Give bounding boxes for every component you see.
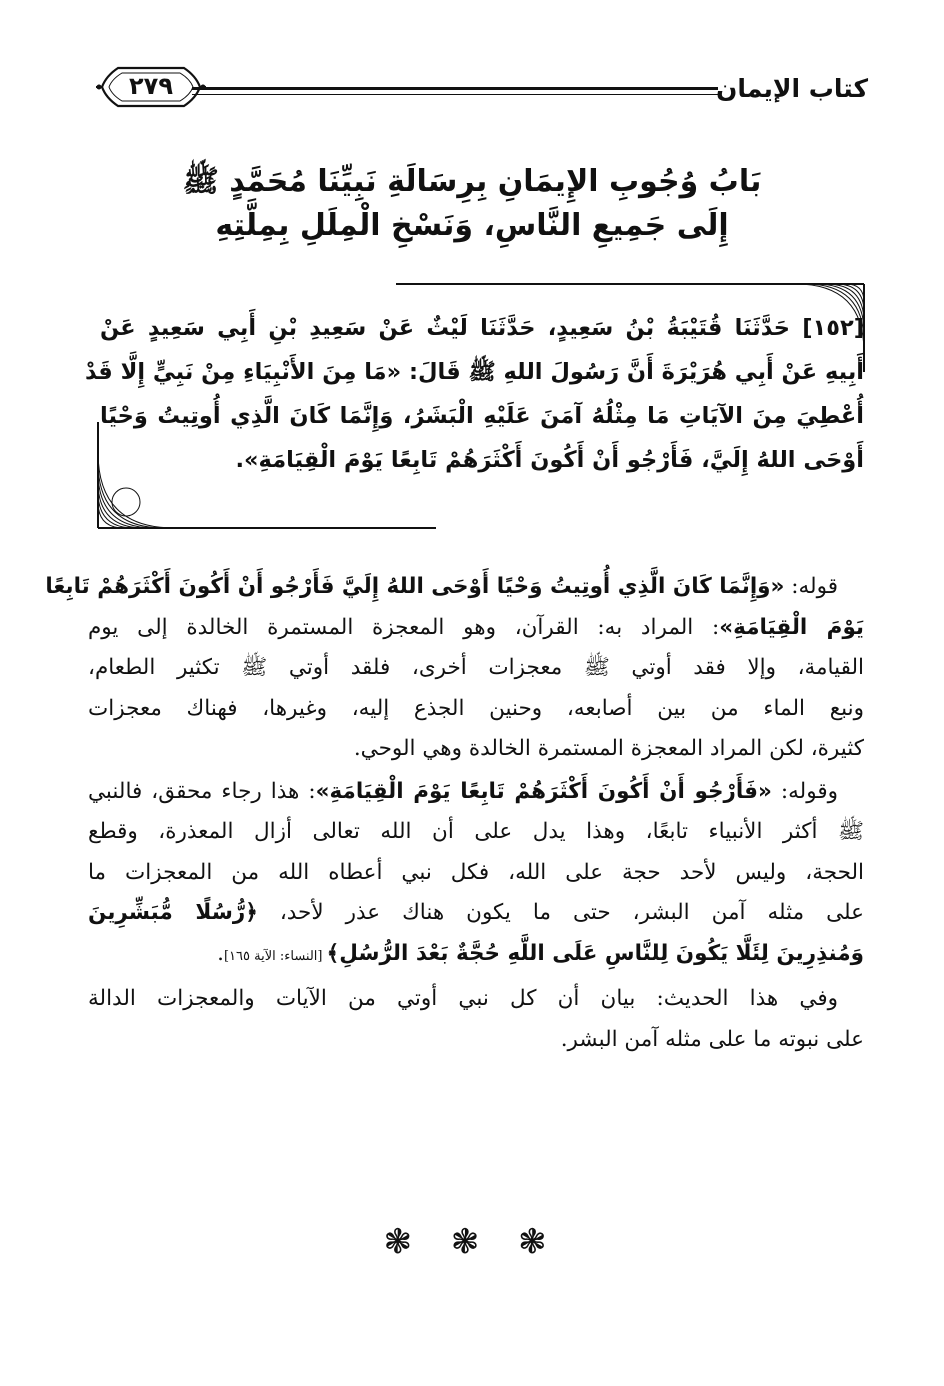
quran-verse: ﴿رُّسُلًا مُّبَشِّرِينَ bbox=[88, 900, 258, 925]
commentary-prefix: وقوله: bbox=[771, 778, 838, 804]
hadith-line: أُعْطِيَ مِنَ الآيَاتِ مَا مِثْلُهُ آمَنَ عَلَيْهِ الْبَشَرُ، وَإِنَّمَا كَانَ الَّذِي أُوتِيتُ وَحْيًا bbox=[100, 403, 864, 429]
text-line: ونبع الماء من بين أصابعه، وحنين الجذع إليه، وغيرها، فهناك معجزات bbox=[88, 695, 864, 721]
page-number-badge bbox=[96, 62, 206, 112]
verse-reference: [النساء: الآية ١٦٥] bbox=[223, 948, 327, 964]
book-title: كتاب الإيمان bbox=[715, 74, 868, 103]
text-line: الحجة، وليس لأحد حجة على الله، فكل نبي أعطاه الله من المعجزات ما bbox=[88, 859, 864, 885]
sentence-end: . bbox=[217, 940, 224, 966]
commentary-text: : هذا رجاء محقق، فالنبي bbox=[88, 778, 316, 804]
text-line: على نبوته ما على مثله آمن البشر. bbox=[560, 1026, 864, 1052]
text-line: القيامة، وإلا فقد أوتي ﷺ معجزات أخرى، فلقد أوتي ﷺ تكثير الطعام، bbox=[88, 655, 864, 680]
hadith-text bbox=[85, 306, 864, 482]
text-line: ﷺ أكثر الأنبياء تابعًا، وهذا يدل على أن الله تعالى أزال المعذرة، وقطع bbox=[88, 819, 864, 844]
text-line bbox=[88, 893, 864, 934]
commentary-prefix: قوله: bbox=[784, 574, 838, 599]
chapter-title-line-1: بَابُ وُجُوبِ الإِيمَانِ بِرِسَالَةِ نَبِيِّنَا مُحَمَّدٍ ﷺ bbox=[182, 164, 762, 199]
hadith-quote: يَوْمَ الْقِيَامَةِ» bbox=[719, 614, 864, 640]
header-rule bbox=[192, 87, 718, 95]
commentary-paragraph-1 bbox=[45, 567, 864, 770]
hadith-quote: «فَأَرْجُو أَنْ أَكُونَ أَكْثَرَهُمْ تَابِعًا يَوْمَ الْقِيَامَةِ» bbox=[315, 778, 772, 804]
text-line bbox=[88, 934, 864, 978]
text-line bbox=[88, 772, 864, 813]
commentary-text: : المراد به: القرآن، وهو المعجزة المستمرة الخالدة إلى يوم bbox=[88, 614, 720, 640]
chapter-title-line-2: إِلَى جَمِيعِ النَّاسِ، وَنَسْخِ الْمِلَلِ بِمِلَّتِهِ bbox=[215, 208, 729, 243]
quran-verse: وَمُنذِرِينَ لِئَلَّا يَكُونَ لِلنَّاسِ عَلَى اللَّهِ حُجَّةٌ بَعْدَ الرُّسُلِ﴾ bbox=[326, 940, 864, 966]
commentary bbox=[45, 567, 864, 1062]
commentary-text: على مثله آمن البشر، حتى ما يكون هناك عذر لأحد، bbox=[257, 900, 864, 925]
chapter-heading bbox=[80, 160, 864, 248]
running-header bbox=[96, 62, 868, 122]
hadith-line: أَوْحَى اللهُ إِلَيَّ، فَأَرْجُو أَنْ أَكُونَ أَكْثَرَهُمْ تَابِعًا يَوْمَ الْقِيَامَةِ». bbox=[235, 447, 864, 473]
hadith-quote: «وَإِنَّمَا كَانَ الَّذِي أُوتِيتُ وَحْيًا أَوْحَى اللهُ إِلَيَّ فَأَرْجُو أَنْ أَكُونَ أَكْثَرَهُمْ تَابِعًا bbox=[45, 574, 785, 599]
text-line bbox=[45, 567, 864, 608]
commentary-paragraph-3 bbox=[88, 979, 864, 1060]
text-line: كثيرة، لكن المراد المعجزة المستمرة الخالدة وهي الوحي. bbox=[353, 736, 864, 761]
text-line bbox=[88, 608, 864, 649]
page-number: ٢٧٩ bbox=[129, 72, 173, 100]
commentary-paragraph-2 bbox=[88, 772, 864, 978]
text-line: وفي هذا الحديث: بيان أن كل نبي أوتي من الآيات والمعجزات الدالة bbox=[88, 986, 838, 1011]
hadith-line: أَبِيهِ عَنْ أَبِي هُرَيْرَةَ أَنَّ رَسُولَ اللهِ ﷺ قَالَ: «مَا مِنَ الأَنْبِيَاءِ مِنْ نَبِيٍّ إِلَّا قَدْ bbox=[85, 359, 864, 385]
section-end-ornament: ❃ ❃ ❃ bbox=[383, 1222, 561, 1262]
hadith-line: [١٥٢] حَدَّثَنَا قُتَيْبَةُ بْنُ سَعِيدٍ، حَدَّثَنَا لَيْثٌ عَنْ سَعِيدِ بْنِ أَبِي سَعِيدٍ عَنْ bbox=[100, 315, 864, 341]
